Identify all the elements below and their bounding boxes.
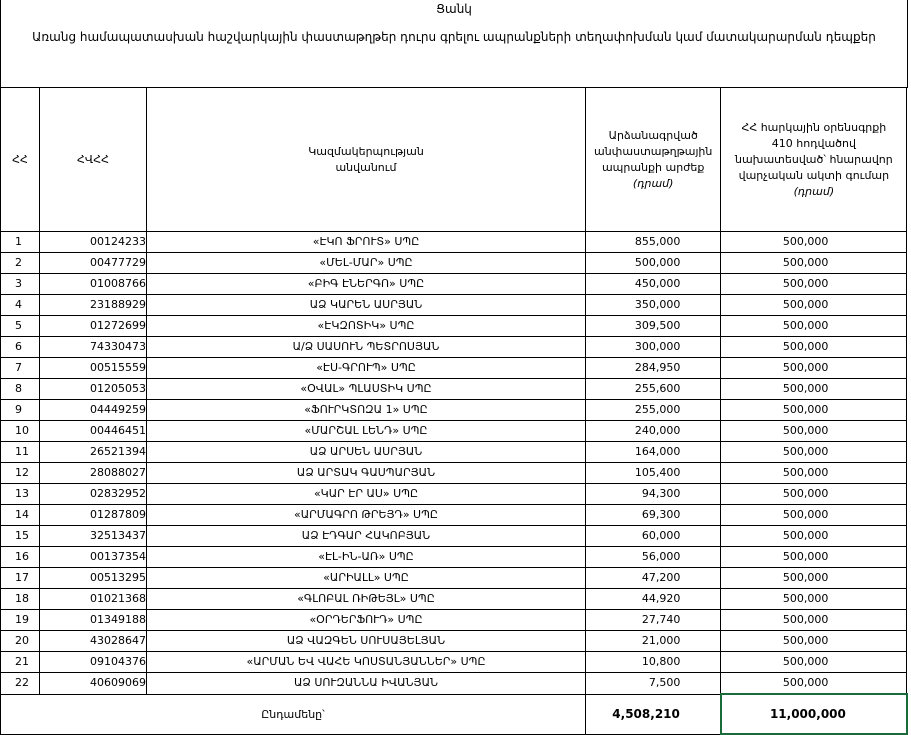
row-limit: 500,000 [721, 274, 907, 295]
row-number: 10 [1, 421, 40, 442]
row-company-name: «ՕՎԱԼ» ՊԼԱՍՏԻԿ ՍՊԸ [147, 379, 586, 400]
row-amount: 240,000 [586, 421, 721, 442]
row-company-name: «ԳԼՈԲԱԼ ՌԻԹԵՅԼ» ՍՊԸ [147, 589, 586, 610]
table-row [1, 421, 907, 442]
table-row [1, 673, 907, 695]
table-row [1, 274, 907, 295]
row-limit: 500,000 [721, 358, 907, 379]
total-amount: 4,508,210 [586, 694, 721, 734]
header-hvhh: ՀՎՀՀ [40, 88, 147, 232]
row-number: 8 [1, 379, 40, 400]
row-hvhh: 00513295 [40, 568, 147, 589]
row-number: 15 [1, 526, 40, 547]
table-row [1, 568, 907, 589]
row-company-name: «ԿԱՐ ԷՐ ԱՍ» ՍՊԸ [147, 484, 586, 505]
row-limit: 500,000 [721, 526, 907, 547]
row-hvhh: 01349188 [40, 610, 147, 631]
row-number: 11 [1, 442, 40, 463]
row-hvhh: 40609069 [40, 673, 147, 695]
row-company-name: «ԲԻԳ ԷՆԵՐԳՈ» ՍՊԸ [147, 274, 586, 295]
row-number: 3 [1, 274, 40, 295]
table-row [1, 652, 907, 673]
table-row [1, 631, 907, 652]
row-limit: 500,000 [721, 589, 907, 610]
row-number: 17 [1, 568, 40, 589]
row-number: 7 [1, 358, 40, 379]
row-limit: 500,000 [721, 337, 907, 358]
table-row [1, 484, 907, 505]
row-company-name: «ՖՈՒՐԿՏՈԶԱ 1» ՍՊԸ [147, 400, 586, 421]
row-number: 2 [1, 253, 40, 274]
table-header-row [1, 88, 907, 232]
header-value-unit: (դրամ) [632, 176, 674, 190]
row-limit: 500,000 [721, 295, 907, 316]
row-company-name: ԱՁ ԱՐՏԱԿ ԳԱՍՊԱՐՅԱՆ [147, 463, 586, 484]
row-hvhh: 32513437 [40, 526, 147, 547]
header-limit-unit: (դրամ) [793, 184, 835, 198]
row-hvhh: 00124233 [40, 232, 147, 253]
row-company-name: «ՄԱՐՇԱԼ ԼԵՆԴ» ՍՊԸ [147, 421, 586, 442]
row-amount: 450,000 [586, 274, 721, 295]
row-company-name: «ԷԼ-ԻՆ-ԱՌ» ՍՊԸ [147, 547, 586, 568]
header-name [147, 88, 586, 232]
total-limit: 11,000,000 [721, 694, 907, 734]
cases-table [0, 87, 908, 735]
header-limit-main: ՀՀ հարկային օրենսգրքի 410 հոդվածով նախատեսված՝ հնարավոր վարչական ակտի գումար [735, 120, 893, 182]
row-company-name: «ԱՐԻԱԼԼ» ՍՊԸ [147, 568, 586, 589]
table-row [1, 400, 907, 421]
table-row [1, 253, 907, 274]
row-company-name: ԱՁ ՎԱԶԳԵՆ ՍՈՒՍԱՅԵԼՅԱՆ [147, 631, 586, 652]
row-hvhh: 01287809 [40, 505, 147, 526]
row-company-name: ԱՁ ԷԴԳԱՐ ՀԱԿՈԲՅԱՆ [147, 526, 586, 547]
row-hvhh: 00477729 [40, 253, 147, 274]
row-company-name: «ՕՐԴԵՐՖՈՒԴ» ՍՊԸ [147, 610, 586, 631]
row-amount: 7,500 [586, 673, 721, 695]
row-company-name: «ԷՍ-ԳՐՈՒՊ» ՍՊԸ [147, 358, 586, 379]
row-number: 22 [1, 673, 40, 695]
row-amount: 255,000 [586, 400, 721, 421]
row-company-name: Ա/Ձ ՍԱՍՈՒՆ ՊԵՏՐՈՍՅԱՆ [147, 337, 586, 358]
row-amount: 10,800 [586, 652, 721, 673]
row-hvhh: 01205053 [40, 379, 147, 400]
row-amount: 300,000 [586, 337, 721, 358]
row-number: 1 [1, 232, 40, 253]
row-hvhh: 01272699 [40, 316, 147, 337]
row-hvhh: 43028647 [40, 631, 147, 652]
table-row [1, 379, 907, 400]
table-row [1, 232, 907, 253]
row-hvhh: 00137354 [40, 547, 147, 568]
row-company-name: ԱՁ ԱՐՍԵՆ ԱՍՐՅԱՆ [147, 442, 586, 463]
row-number: 6 [1, 337, 40, 358]
row-limit: 500,000 [721, 379, 907, 400]
table-row [1, 316, 907, 337]
row-hvhh: 01021368 [40, 589, 147, 610]
row-limit: 500,000 [721, 652, 907, 673]
table-row [1, 337, 907, 358]
row-amount: 284,950 [586, 358, 721, 379]
row-limit: 500,000 [721, 631, 907, 652]
row-number: 4 [1, 295, 40, 316]
row-amount: 56,000 [586, 547, 721, 568]
header-name-line1: Կազմակերպության [308, 144, 424, 158]
row-company-name: ԱՁ ՍՈՒԶԱՆՆԱ ԻՎԱՆՅԱՆ [147, 673, 586, 695]
header-num: ՀՀ [1, 88, 40, 232]
row-amount: 105,400 [586, 463, 721, 484]
row-hvhh: 28088027 [40, 463, 147, 484]
row-limit: 500,000 [721, 610, 907, 631]
row-amount: 855,000 [586, 232, 721, 253]
header-value [586, 88, 721, 232]
row-number: 20 [1, 631, 40, 652]
document-title: Ցանկ [436, 2, 472, 16]
row-company-name: ԱՁ ԿԱՐԵՆ ԱՍՐՅԱՆ [147, 295, 586, 316]
row-limit: 500,000 [721, 673, 907, 695]
row-limit: 500,000 [721, 400, 907, 421]
header-limit [721, 88, 907, 232]
row-limit: 500,000 [721, 253, 907, 274]
row-number: 16 [1, 547, 40, 568]
row-hvhh: 23188929 [40, 295, 147, 316]
row-limit: 500,000 [721, 232, 907, 253]
row-amount: 309,500 [586, 316, 721, 337]
row-amount: 60,000 [586, 526, 721, 547]
row-hvhh: 02832952 [40, 484, 147, 505]
table-body [1, 232, 907, 695]
row-limit: 500,000 [721, 463, 907, 484]
row-limit: 500,000 [721, 547, 907, 568]
row-limit: 500,000 [721, 316, 907, 337]
table-row [1, 358, 907, 379]
table-row [1, 526, 907, 547]
table-row [1, 463, 907, 484]
row-number: 14 [1, 505, 40, 526]
row-amount: 164,000 [586, 442, 721, 463]
row-limit: 500,000 [721, 568, 907, 589]
row-amount: 47,200 [586, 568, 721, 589]
row-company-name: «ԱՐՄԱԳՐՈ ԹՐԵՅԴ» ՍՊԸ [147, 505, 586, 526]
row-hvhh: 04449259 [40, 400, 147, 421]
table-row [1, 442, 907, 463]
table-row [1, 295, 907, 316]
row-company-name: «ԷԿԶՈՏԻԿ» ՍՊԸ [147, 316, 586, 337]
document-subtitle: Առանց համապատասխան հաշվարկային փաստաթղթեր դուրս գրելու ապրանքների տեղափոխման կամ մատակարարման դեպքեր [32, 30, 876, 44]
table-row [1, 547, 907, 568]
table-row [1, 589, 907, 610]
row-amount: 500,000 [586, 253, 721, 274]
row-amount: 69,300 [586, 505, 721, 526]
row-number: 5 [1, 316, 40, 337]
total-row [1, 694, 907, 734]
row-limit: 500,000 [721, 442, 907, 463]
total-label: Ընդամենը՝ [1, 694, 586, 734]
row-company-name: «ԷԿՈ ՖՐՈՒՏ» ՍՊԸ [147, 232, 586, 253]
header-value-main: Արձանագրված անփաստաթղթային ապրանքի արժեք [594, 128, 713, 174]
row-hvhh: 26521394 [40, 442, 147, 463]
table-row [1, 505, 907, 526]
row-hvhh: 74330473 [40, 337, 147, 358]
row-hvhh: 01008766 [40, 274, 147, 295]
row-company-name: «ՄԵԼ-ՄԱՐ» ՍՊԸ [147, 253, 586, 274]
row-hvhh: 00515559 [40, 358, 147, 379]
row-limit: 500,000 [721, 484, 907, 505]
row-amount: 94,300 [586, 484, 721, 505]
row-hvhh: 00446451 [40, 421, 147, 442]
row-limit: 500,000 [721, 421, 907, 442]
table-row [1, 610, 907, 631]
row-amount: 44,920 [586, 589, 721, 610]
row-number: 12 [1, 463, 40, 484]
row-hvhh: 09104376 [40, 652, 147, 673]
row-number: 21 [1, 652, 40, 673]
row-number: 19 [1, 610, 40, 631]
row-number: 18 [1, 589, 40, 610]
row-amount: 21,000 [586, 631, 721, 652]
row-amount: 255,600 [586, 379, 721, 400]
header-name-line2: անվանում [335, 160, 397, 174]
row-number: 9 [1, 400, 40, 421]
row-amount: 350,000 [586, 295, 721, 316]
row-amount: 27,740 [586, 610, 721, 631]
row-limit: 500,000 [721, 505, 907, 526]
row-company-name: «ԱՐՄԱՆ ԵՎ ՎԱՀԵ ԿՈՍՏԱՆՅԱՆՆԵՐ» ՍՊԸ [147, 652, 586, 673]
row-number: 13 [1, 484, 40, 505]
